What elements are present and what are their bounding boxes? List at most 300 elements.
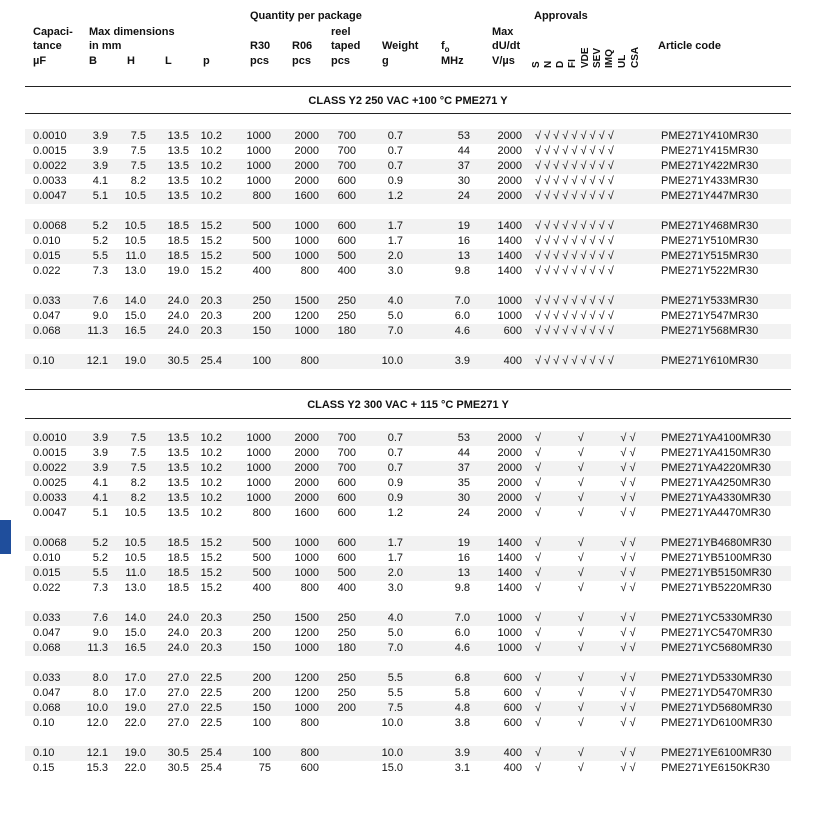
cell-p: 22.5	[200, 702, 222, 714]
cell-r06: 800	[300, 265, 319, 277]
cell-f: 3.9	[454, 355, 470, 367]
cell-f: 16	[457, 552, 470, 564]
cell-r30: 100	[252, 355, 271, 367]
hdr-capacitance-2: tance	[33, 40, 62, 52]
cell-app: √ √ √ √	[535, 672, 636, 684]
cell-b: 5.2	[92, 537, 108, 549]
cell-cap: 0.068	[33, 325, 61, 337]
cell-cap: 0.0047	[33, 507, 67, 519]
cell-r30: 800	[252, 190, 271, 202]
cell-cap: 0.0022	[33, 462, 67, 474]
cell-du: 400	[503, 747, 522, 759]
cell-l: 27.0	[167, 672, 189, 684]
cell-h: 14.0	[124, 612, 146, 624]
cell-l: 18.5	[167, 582, 189, 594]
cell-f: 3.8	[454, 717, 470, 729]
table-row	[0, 490, 814, 505]
cell-p: 15.2	[200, 552, 222, 564]
cell-app: √ √ √ √	[535, 477, 636, 489]
cell-r30: 500	[252, 250, 271, 262]
cell-r06: 1000	[294, 220, 319, 232]
cell-app: √ √ √ √	[535, 642, 636, 654]
cell-h: 19.0	[124, 747, 146, 759]
cell-w: 3.0	[387, 582, 403, 594]
cell-r06: 1200	[294, 687, 319, 699]
cell-r06: 1500	[294, 612, 319, 624]
hdr-approval-csa: CSA	[630, 46, 641, 68]
cell-code: PME271Y433MR30	[661, 175, 759, 187]
cell-w: 4.0	[387, 612, 403, 624]
hdr-approval-imq: IMQ	[604, 49, 615, 68]
cell-code: PME271YA4330MR30	[661, 492, 771, 504]
cell-r30: 500	[252, 537, 271, 549]
table-row	[0, 760, 814, 775]
cell-cap: 0.068	[33, 642, 61, 654]
cell-cap: 0.047	[33, 687, 61, 699]
cell-r06: 2000	[294, 432, 319, 444]
cell-p: 10.2	[200, 447, 222, 459]
table-row	[0, 128, 814, 143]
cell-cap: 0.015	[33, 250, 61, 262]
cell-r30: 200	[252, 310, 271, 322]
cell-h: 22.0	[124, 717, 146, 729]
cell-du: 1000	[497, 612, 522, 624]
cell-h: 16.5	[124, 642, 146, 654]
cell-b: 8.0	[92, 672, 108, 684]
cell-h: 19.0	[124, 702, 146, 714]
cell-p: 15.2	[200, 265, 222, 277]
cell-l: 13.5	[167, 175, 189, 187]
cell-w: 2.0	[387, 250, 403, 262]
hdr-in-mm: in mm	[89, 40, 122, 52]
cell-du: 600	[503, 325, 522, 337]
cell-r30: 1000	[246, 462, 271, 474]
cell-b: 7.6	[92, 295, 108, 307]
cell-r30: 400	[252, 265, 271, 277]
cell-reel: 700	[337, 145, 356, 157]
section-bottom-rule	[25, 389, 791, 390]
table-row	[0, 218, 814, 233]
cell-h: 15.0	[124, 310, 146, 322]
cell-p: 20.3	[200, 295, 222, 307]
cell-p: 10.2	[200, 190, 222, 202]
cell-h: 10.5	[124, 552, 146, 564]
cell-w: 1.2	[387, 507, 403, 519]
cell-code: PME271YD5680MR30	[661, 702, 773, 714]
cell-p: 10.2	[200, 477, 222, 489]
cell-app: √ √ √ √	[535, 507, 636, 519]
table-row	[0, 535, 814, 550]
cell-p: 25.4	[200, 355, 222, 367]
cell-f: 4.6	[454, 325, 470, 337]
hdr-r30: R30	[250, 40, 271, 52]
cell-w: 0.9	[387, 477, 403, 489]
cell-l: 13.5	[167, 462, 189, 474]
hdr-dim-b: B	[89, 55, 97, 67]
cell-p: 25.4	[200, 747, 222, 759]
cell-h: 10.5	[124, 507, 146, 519]
cell-cap: 0.0025	[33, 477, 67, 489]
cell-r06: 2000	[294, 462, 319, 474]
cell-f: 44	[457, 145, 470, 157]
cell-reel: 700	[337, 447, 356, 459]
cell-du: 2000	[497, 145, 522, 157]
cell-r06: 800	[300, 355, 319, 367]
cell-b: 9.0	[92, 310, 108, 322]
cell-l: 24.0	[167, 642, 189, 654]
table-row	[0, 308, 814, 323]
table-row	[0, 263, 814, 278]
cell-b: 5.2	[92, 235, 108, 247]
cell-cap: 0.0010	[33, 130, 67, 142]
table-row	[0, 715, 814, 730]
cell-app: √ √ √ √	[535, 432, 636, 444]
cell-h: 8.2	[130, 492, 146, 504]
cell-app: √ √ √ √ √ √ √ √ √	[535, 235, 614, 247]
cell-l: 18.5	[167, 250, 189, 262]
cell-code: PME271Y468MR30	[661, 220, 759, 232]
cell-l: 13.5	[167, 432, 189, 444]
cell-h: 13.0	[124, 265, 146, 277]
hdr-qty-per-package: Quantity per package	[250, 10, 362, 22]
cell-r30: 1000	[246, 160, 271, 172]
cell-w: 0.7	[387, 130, 403, 142]
cell-w: 1.7	[387, 537, 403, 549]
cell-b: 4.1	[92, 175, 108, 187]
cell-r30: 400	[252, 582, 271, 594]
table-row	[0, 625, 814, 640]
cell-f: 16	[457, 235, 470, 247]
cell-p: 10.2	[200, 507, 222, 519]
cell-code: PME271Y515MR30	[661, 250, 759, 262]
cell-r06: 1200	[294, 672, 319, 684]
cell-l: 27.0	[167, 702, 189, 714]
cell-r06: 1500	[294, 295, 319, 307]
cell-r06: 800	[300, 747, 319, 759]
cell-app: √ √ √ √ √ √ √ √ √	[535, 175, 614, 187]
cell-r06: 1000	[294, 567, 319, 579]
hdr-article-code: Article code	[658, 40, 721, 52]
cell-p: 15.2	[200, 250, 222, 262]
hdr-dim-p: p	[203, 55, 210, 67]
cell-w: 1.2	[387, 190, 403, 202]
table-row	[0, 158, 814, 173]
cell-app: √ √ √ √ √ √ √ √ √	[535, 220, 614, 232]
cell-du: 600	[503, 687, 522, 699]
cell-f: 13	[457, 250, 470, 262]
cell-r30: 500	[252, 235, 271, 247]
cell-h: 8.2	[130, 477, 146, 489]
cell-h: 19.0	[124, 355, 146, 367]
cell-r30: 1000	[246, 145, 271, 157]
cell-f: 53	[457, 432, 470, 444]
cell-code: PME271YE6150KR30	[661, 762, 770, 774]
cell-f: 37	[457, 160, 470, 172]
cell-du: 1000	[497, 627, 522, 639]
cell-w: 2.0	[387, 567, 403, 579]
cell-du: 2000	[497, 477, 522, 489]
cell-cap: 0.10	[33, 717, 55, 729]
cell-cap: 0.022	[33, 582, 61, 594]
hdr-dim-l: L	[165, 55, 172, 67]
cell-cap: 0.0015	[33, 145, 67, 157]
cell-b: 3.9	[92, 130, 108, 142]
cell-reel: 500	[337, 250, 356, 262]
cell-r06: 800	[300, 582, 319, 594]
cell-r06: 1200	[294, 310, 319, 322]
cell-l: 24.0	[167, 295, 189, 307]
cell-p: 20.3	[200, 310, 222, 322]
cell-app: √ √ √ √	[535, 462, 636, 474]
hdr-max-dimensions: Max dimensions	[89, 26, 175, 38]
cell-f: 44	[457, 447, 470, 459]
cell-app: √ √ √ √	[535, 612, 636, 624]
cell-reel: 700	[337, 462, 356, 474]
cell-reel: 600	[337, 477, 356, 489]
cell-du: 2000	[497, 462, 522, 474]
table-row	[0, 353, 814, 368]
cell-b: 4.1	[92, 492, 108, 504]
cell-l: 13.5	[167, 477, 189, 489]
cell-b: 5.1	[92, 507, 108, 519]
cell-r30: 250	[252, 295, 271, 307]
cell-b: 3.9	[92, 432, 108, 444]
cell-h: 7.5	[130, 462, 146, 474]
cell-app: √ √ √ √	[535, 762, 636, 774]
cell-f: 3.9	[454, 747, 470, 759]
cell-cap: 0.0068	[33, 220, 67, 232]
cell-p: 20.3	[200, 627, 222, 639]
cell-app: √ √ √ √	[535, 567, 636, 579]
cell-r06: 1000	[294, 250, 319, 262]
table-row	[0, 700, 814, 715]
table-row	[0, 445, 814, 460]
cell-du: 2000	[497, 507, 522, 519]
hdr-approval-sev: SEV	[592, 47, 603, 68]
cell-l: 13.5	[167, 507, 189, 519]
cell-code: PME271Y447MR30	[661, 190, 759, 202]
hdr-capacitance-1: Capaci-	[33, 26, 73, 38]
cell-r30: 200	[252, 627, 271, 639]
cell-b: 5.2	[92, 552, 108, 564]
cell-b: 5.2	[92, 220, 108, 232]
cell-reel: 700	[337, 130, 356, 142]
cell-l: 18.5	[167, 220, 189, 232]
cell-cap: 0.010	[33, 552, 61, 564]
cell-f: 19	[457, 537, 470, 549]
cell-l: 24.0	[167, 310, 189, 322]
cell-du: 400	[503, 355, 522, 367]
hdr-f0-unit: MHz	[441, 55, 464, 67]
cell-b: 5.5	[92, 567, 108, 579]
cell-reel: 250	[337, 627, 356, 639]
cell-cap: 0.047	[33, 627, 61, 639]
cell-l: 24.0	[167, 325, 189, 337]
cell-reel: 600	[337, 552, 356, 564]
cell-r30: 1000	[246, 130, 271, 142]
hdr-f0: $f_o$	[441, 40, 450, 55]
cell-du: 1400	[497, 235, 522, 247]
cell-b: 5.1	[92, 190, 108, 202]
cell-h: 17.0	[124, 672, 146, 684]
cell-du: 1400	[497, 250, 522, 262]
cell-w: 0.7	[387, 145, 403, 157]
cell-du: 1400	[497, 582, 522, 594]
hdr-approval-fi: FI	[567, 59, 578, 68]
cell-w: 0.9	[387, 492, 403, 504]
cell-p: 10.2	[200, 160, 222, 172]
table-row	[0, 430, 814, 445]
cell-cap: 0.068	[33, 702, 61, 714]
cell-code: PME271YB5150MR30	[661, 567, 772, 579]
cell-du: 2000	[497, 160, 522, 172]
cell-r30: 100	[252, 717, 271, 729]
cell-b: 12.1	[86, 355, 108, 367]
cell-du: 600	[503, 672, 522, 684]
cell-cap: 0.0022	[33, 160, 67, 172]
cell-cap: 0.10	[33, 355, 55, 367]
cell-h: 11.0	[125, 567, 146, 579]
cell-du: 600	[503, 717, 522, 729]
cell-r06: 1000	[294, 552, 319, 564]
cell-app: √ √ √ √	[535, 447, 636, 459]
cell-code: PME271YD5470MR30	[661, 687, 773, 699]
cell-du: 2000	[497, 492, 522, 504]
cell-r30: 1000	[246, 492, 271, 504]
cell-reel: 400	[337, 582, 356, 594]
cell-du: 2000	[497, 447, 522, 459]
cell-p: 10.2	[200, 492, 222, 504]
cell-f: 5.8	[454, 687, 470, 699]
cell-w: 15.0	[381, 762, 403, 774]
cell-b: 3.9	[92, 447, 108, 459]
cell-cap: 0.0010	[33, 432, 67, 444]
cell-r30: 500	[252, 220, 271, 232]
hdr-approval-n: N	[543, 60, 554, 68]
cell-l: 13.5	[167, 145, 189, 157]
hdr-approval-s: S	[531, 61, 542, 68]
cell-r06: 1600	[294, 507, 319, 519]
cell-code: PME271YB5100MR30	[661, 552, 772, 564]
cell-reel: 250	[337, 672, 356, 684]
cell-cap: 0.0047	[33, 190, 67, 202]
cell-p: 10.2	[200, 462, 222, 474]
cell-r30: 200	[252, 672, 271, 684]
cell-l: 24.0	[167, 612, 189, 624]
hdr-dim-h: H	[127, 55, 135, 67]
hdr-capacitance-unit: µF	[33, 55, 47, 67]
cell-r30: 1000	[246, 477, 271, 489]
cell-reel: 600	[337, 537, 356, 549]
cell-l: 24.0	[167, 627, 189, 639]
cell-code: PME271Y522MR30	[661, 265, 759, 277]
cell-b: 7.3	[92, 265, 108, 277]
cell-du: 1400	[497, 265, 522, 277]
cell-reel: 180	[337, 325, 356, 337]
cell-reel: 600	[337, 507, 356, 519]
cell-cap: 0.033	[33, 295, 61, 307]
cell-du: 2000	[497, 130, 522, 142]
table-row	[0, 610, 814, 625]
cell-app: √ √ √ √	[535, 702, 636, 714]
cell-l: 30.5	[167, 355, 189, 367]
cell-r06: 1000	[294, 325, 319, 337]
cell-p: 25.4	[200, 762, 222, 774]
cell-w: 0.7	[387, 462, 403, 474]
cell-w: 10.0	[381, 747, 403, 759]
cell-code: PME271Y533MR30	[661, 295, 759, 307]
cell-f: 37	[457, 462, 470, 474]
cell-r06: 2000	[294, 145, 319, 157]
cell-code: PME271YB5220MR30	[661, 582, 772, 594]
cell-r30: 100	[252, 747, 271, 759]
cell-code: PME271YD5330MR30	[661, 672, 773, 684]
cell-w: 1.7	[387, 552, 403, 564]
cell-du: 2000	[497, 175, 522, 187]
cell-f: 6.8	[454, 672, 470, 684]
cell-du: 2000	[497, 190, 522, 202]
cell-du: 1400	[497, 537, 522, 549]
cell-code: PME271Y415MR30	[661, 145, 759, 157]
table-row	[0, 565, 814, 580]
cell-cap: 0.10	[33, 747, 55, 759]
cell-l: 18.5	[167, 552, 189, 564]
cell-code: PME271Y422MR30	[661, 160, 759, 172]
cell-p: 10.2	[200, 145, 222, 157]
cell-app: √ √ √ √ √ √ √ √ √	[535, 250, 614, 262]
cell-b: 10.0	[86, 702, 108, 714]
cell-r30: 500	[252, 567, 271, 579]
cell-h: 10.5	[124, 190, 146, 202]
cell-w: 1.7	[387, 220, 403, 232]
cell-code: PME271Y547MR30	[661, 310, 759, 322]
cell-w: 5.0	[387, 627, 403, 639]
cell-w: 7.0	[387, 642, 403, 654]
hdr-r06-unit: pcs	[292, 55, 311, 67]
cell-reel: 250	[337, 310, 356, 322]
hdr-reel: reel	[331, 26, 351, 38]
cell-r06: 600	[300, 762, 319, 774]
cell-app: √ √ √ √	[535, 552, 636, 564]
cell-f: 35	[457, 477, 470, 489]
cell-f: 53	[457, 130, 470, 142]
cell-w: 5.5	[387, 687, 403, 699]
cell-f: 30	[457, 492, 470, 504]
table-row	[0, 460, 814, 475]
cell-app: √ √ √ √	[535, 717, 636, 729]
cell-h: 8.2	[130, 175, 146, 187]
cell-r06: 2000	[294, 492, 319, 504]
cell-r30: 250	[252, 612, 271, 624]
cell-w: 7.5	[387, 702, 403, 714]
cell-du: 1000	[497, 310, 522, 322]
cell-w: 0.7	[387, 432, 403, 444]
hdr-approval-vde: VDE	[580, 47, 591, 68]
cell-reel: 600	[337, 175, 356, 187]
hdr-approvals: Approvals	[534, 10, 588, 22]
cell-l: 18.5	[167, 235, 189, 247]
table-row	[0, 505, 814, 520]
cell-w: 7.0	[387, 325, 403, 337]
cell-r30: 800	[252, 507, 271, 519]
table-row	[0, 293, 814, 308]
cell-app: √ √ √ √ √ √ √ √ √	[535, 325, 614, 337]
cell-code: PME271Y610MR30	[661, 355, 759, 367]
cell-p: 20.3	[200, 325, 222, 337]
table-row	[0, 248, 814, 263]
table-row	[0, 173, 814, 188]
cell-cap: 0.0033	[33, 492, 67, 504]
